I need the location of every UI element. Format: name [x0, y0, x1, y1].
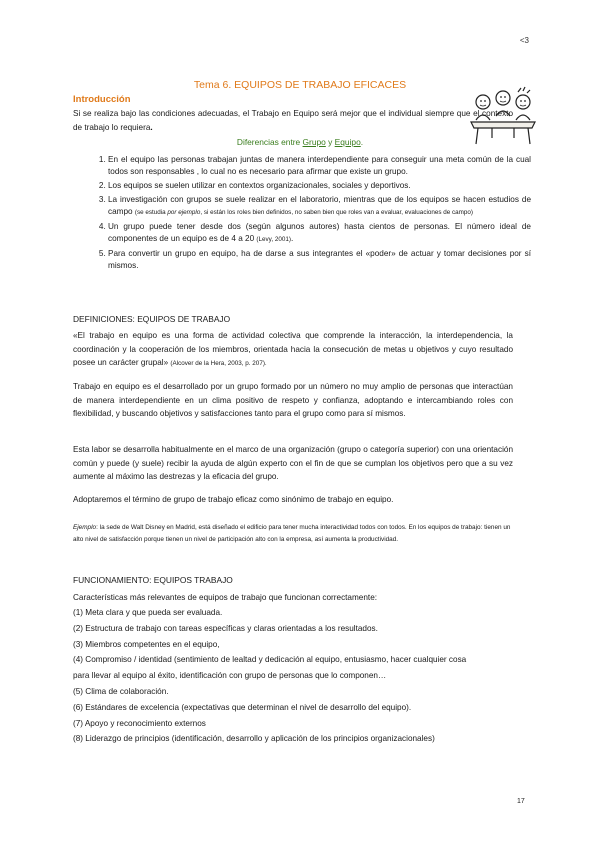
differences-suffix: . [360, 137, 364, 147]
list-item-text: En el equipo las personas trabajan juntas de manera interdependiente para conseguir una meta común de la cual todos son responsables , lo cual no es necesario para afirmar que existe un grupo. [108, 155, 531, 177]
example-note [73, 522, 513, 545]
differences-and: y [325, 137, 335, 147]
page-title: Tema 6. EQUIPOS DE TRABAJO EFICACES [193, 79, 407, 91]
example-label: Ejemplo [73, 524, 97, 531]
functioning-heading: FUNCIONAMIENTO: EQUIPOS TRABAJO [73, 575, 233, 585]
functioning-intro: Características más relevantes de equipos de trabajo que funcionan correctamente: [73, 593, 378, 602]
quote-citation: (Alcover de la Hera, 2003, p. 207). [170, 360, 267, 367]
definition-paragraph-4: Adoptaremos el término de grupo de trabajo eficaz como sinónimo de trabajo en equipo. [73, 495, 394, 504]
list-item: (6) Estándares de excelencia (expectativas que determinan el nivel de desarrollo del equipo). [73, 702, 412, 712]
note-post: , si están los roles bien definidos, no saben bien que roles van a evaluar, evaluaciones de campo) [200, 209, 474, 217]
definition-quote [73, 329, 513, 371]
intro-text: Si se realiza bajo las condiciones adecuadas, el Trabajo en Equipo será mejor que el individual siempre que el contexto de trabajo lo requiera [73, 109, 513, 132]
list-item [108, 180, 531, 192]
list-item: (5) Clima de colaboración. [73, 686, 169, 696]
differences-list [90, 154, 531, 274]
list-item [108, 194, 531, 220]
list-item-text: Para convertir un grupo en equipo, ha de darse a sus integrantes el «poder» de actuar y tomar decisiones por sí mismos. [108, 249, 531, 271]
list-item: (7) Apoyo y reconocimiento externos [73, 718, 206, 728]
differences-heading [0, 137, 600, 147]
differences-equipo: Equipo [334, 137, 361, 147]
list-item: (8) Liderazgo de principios (identificación, desarrollo y aplicación de los principios organizacionales) [73, 734, 435, 744]
list-item-text: Los equipos se suelen utilizar en contextos organizacionales, sociales y deportivos. [108, 181, 411, 191]
definitions-heading: DEFINICIONES: EQUIPOS DE TRABAJO [73, 314, 231, 324]
differences-grupo: Grupo [302, 137, 326, 147]
intro-text-end: . [150, 122, 153, 132]
list-item: (4) Compromiso / identidad (sentimiento de lealtad y dedicación al equipo, entusiasmo, hacer cualquier cosa [73, 655, 467, 665]
list-item [108, 154, 531, 179]
differences-prefix: Diferencias entre [236, 137, 303, 147]
page-number: 17 [517, 798, 525, 805]
list-item: (1) Meta clara y que pueda ser evaluada. [73, 608, 223, 617]
list-item-text: Un grupo puede tener desde dos (según algunos autores) hasta cientos de personas. El número ideal de componentes de un equipo es de 4 a 20 [108, 221, 531, 244]
definition-paragraph-3: Esta labor se desarrolla habitualmente en el marco de una organización (grupo o categoría superior) con una orientación común y puede (y suele) recibir la ayuda de algún experto con el fin de que se cumplan los objetivos pero que a su vez aumente al máximo las destrezas y la eficacia del grupo. [73, 445, 513, 481]
list-item-text: La investigación con grupos se suele realizar en el laboratorio, mientras que de los equipos se hacen estudios de campo [108, 194, 531, 217]
intro-heading: Introducción [73, 94, 131, 105]
header-mark: <3 [519, 36, 529, 45]
list-item: para llevar al equipo al éxito, identificación con grupo de personas que lo componen… [73, 671, 387, 681]
citation: (Levy, 2001) [256, 236, 291, 244]
list-item-note [135, 209, 473, 216]
list-item [108, 248, 531, 273]
note-pre: (se estudia [134, 209, 168, 217]
list-item-tail: . [290, 234, 294, 244]
note-em: por ejemplo [167, 209, 201, 217]
list-item: (2) Estructura de trabajo con tareas específicas y claras orientadas a los resultados. [73, 623, 378, 633]
functioning-list [73, 605, 513, 747]
definition-paragraph-2: Trabajo en equipo es el desarrollado por un grupo formado por un número no muy amplio de personas que interactúan de manera interdependiente en un clima positivo de respeto y confianza, adoptando e intercambiando roles con flexibilidad, y buscando objetivos y satisfacciones tanto para el grupo como para sí mismos. [73, 382, 513, 418]
list-item [108, 221, 531, 247]
example-text: : la sede de Walt Disney en Madrid, está diseñado el edificio para tener mucha interactividad todos con todos. En los equipos de trabajo: tienen un alto nivel de satisfacción porque tienen un nivel de participación alto con la empresa, así aumenta la productividad. [73, 524, 511, 543]
list-item: (3) Miembros competentes en el equipo, [73, 639, 220, 649]
intro-paragraph [73, 107, 513, 134]
quote-text: «El trabajo en equipo es una forma de actividad colectiva que comprende la interacción, la interdependencia, la coordinación y la cooperación de los miembros, orientada hacia la consecución de metas u objetivos y cuyo resultado posee un carácter grupal» [73, 331, 513, 367]
